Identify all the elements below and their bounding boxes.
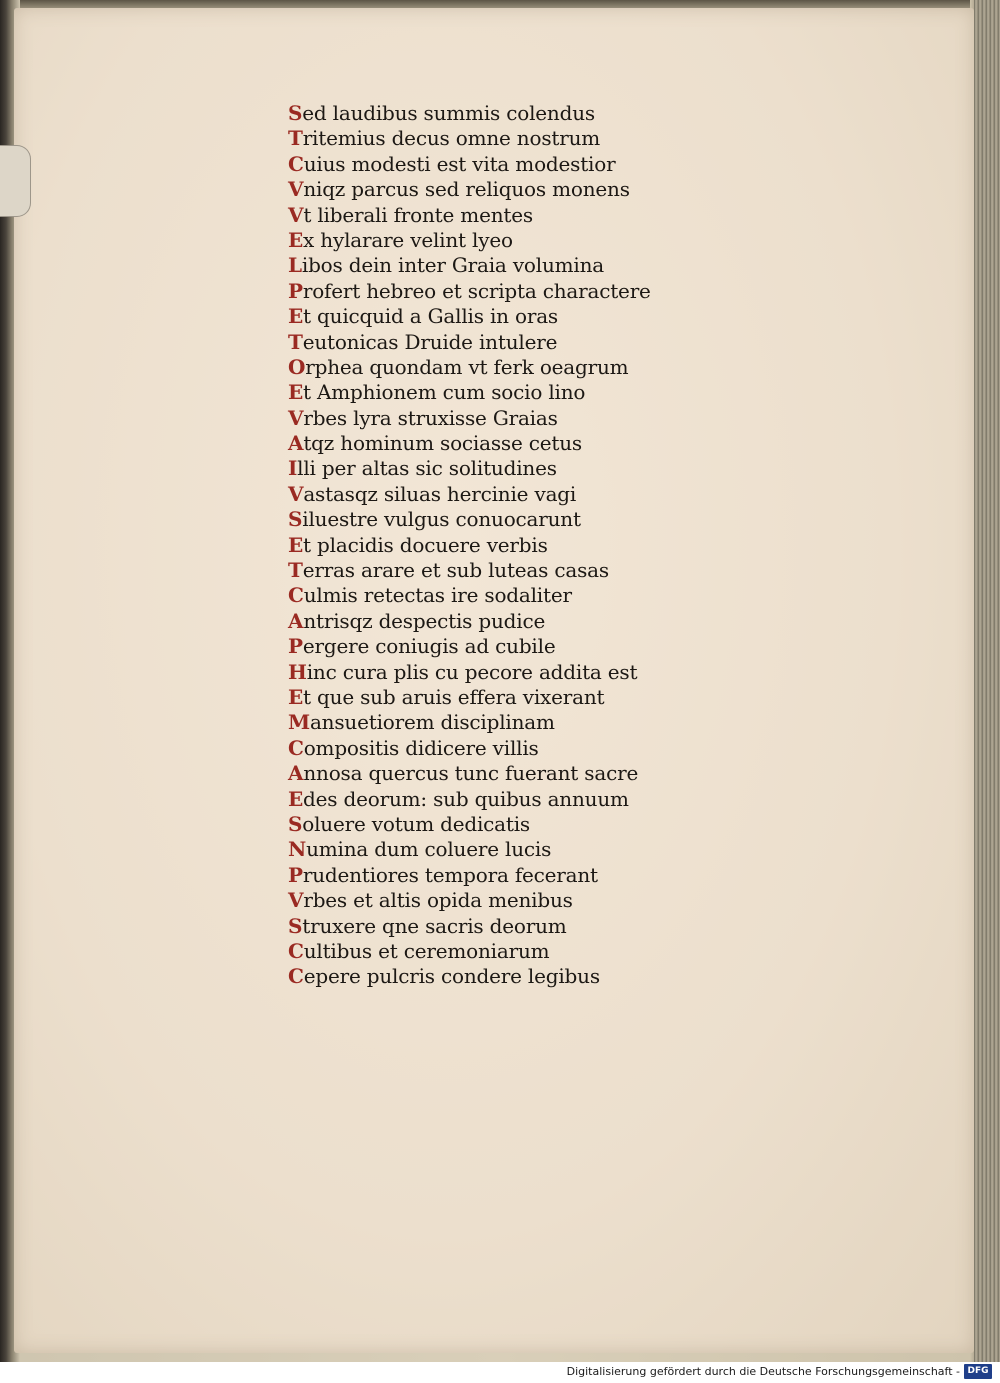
- verse-line-text: ompositis didicere villis: [303, 735, 539, 760]
- rubricated-initial: C: [288, 964, 304, 989]
- verse-line-text: niqz parcus sed reliquos monens: [303, 177, 630, 202]
- verse-line-text: oluere votum dedicatis: [302, 811, 530, 836]
- rubricated-initial: V: [288, 405, 304, 430]
- verse-line-text: ergere coniugis ad cubile: [302, 634, 556, 659]
- page-stack-edge: [974, 0, 1000, 1362]
- verse-line-text: ritemius decus omne nostrum: [302, 126, 601, 151]
- rubricated-initial: E: [288, 532, 304, 557]
- verse-line: [288, 304, 668, 329]
- clasp-tab: [0, 145, 31, 217]
- rubricated-initial: P: [288, 278, 303, 303]
- verse-line: [288, 253, 668, 278]
- verse-line: [288, 634, 668, 659]
- verse-line: [288, 761, 668, 786]
- rubricated-initial: C: [288, 583, 304, 608]
- rubricated-initial: C: [288, 938, 304, 963]
- rubricated-initial: V: [288, 888, 304, 913]
- footer-credit: Digitalisierung gefördert durch die Deutsche Forschungsgemeinschaft -: [566, 1365, 960, 1378]
- verse-line-text: t placidis docuere verbis: [303, 532, 548, 557]
- verse-line-text: t que sub aruis effera vixerant: [303, 684, 605, 709]
- verse-line-text: t Amphionem cum socio lino: [303, 380, 586, 405]
- verse-line-text: erras arare et sub luteas casas: [302, 558, 609, 583]
- rubricated-initial: M: [288, 710, 310, 735]
- rubricated-initial: T: [288, 126, 303, 151]
- verse-line-text: nnosa quercus tunc fuerant sacre: [303, 761, 639, 786]
- verse-line: [288, 914, 668, 939]
- verse-line-text: truxere qne sacris deorum: [302, 913, 567, 938]
- rubricated-initial: E: [288, 380, 304, 405]
- verse-line-text: rbes lyra struxisse Graias: [303, 405, 558, 430]
- rubricated-initial: T: [288, 329, 303, 354]
- verse-line-text: astasqz siluas hercinie vagi: [303, 481, 577, 506]
- verse-line-text: ansuetiorem disciplinam: [309, 710, 555, 735]
- verse-line-text: rbes et altis opida menibus: [303, 888, 573, 913]
- verse-line: [288, 380, 668, 405]
- rubricated-initial: E: [288, 786, 304, 811]
- verse-line-text: ed laudibus summis colendus: [302, 101, 595, 125]
- verse-line-text: uius modesti est vita modestior: [303, 151, 616, 176]
- verse-line: [288, 507, 668, 532]
- dfg-logo-icon: DFG: [964, 1364, 992, 1379]
- verse-line: [288, 558, 668, 583]
- rubricated-initial: E: [288, 227, 304, 252]
- verse-line: [288, 939, 668, 964]
- rubricated-initial: P: [288, 862, 303, 887]
- verse-line: [288, 660, 668, 685]
- rubricated-initial: V: [288, 202, 304, 227]
- verse-line-text: rofert hebreo et scripta charactere: [302, 278, 651, 303]
- verse-line: [288, 126, 668, 151]
- rubricated-initial: V: [288, 481, 304, 506]
- rubricated-initial: V: [288, 177, 304, 202]
- rubricated-initial: S: [288, 913, 303, 938]
- verse-line: [288, 888, 668, 913]
- verse-line: [288, 736, 668, 761]
- verse-line-text: eutonicas Druide intulere: [302, 329, 558, 354]
- verse-line-text: inc cura plis cu pecore addita est: [306, 659, 638, 684]
- verse-line-text: rudentiores tempora fecerant: [302, 862, 598, 887]
- rubricated-initial: S: [288, 507, 303, 532]
- verse-line: [288, 152, 668, 177]
- verse-line-text: des deorum: sub quibus annuum: [303, 786, 629, 811]
- footer-bar: [0, 1362, 1000, 1383]
- verse-line: [288, 101, 668, 126]
- rubricated-initial: I: [288, 456, 298, 481]
- rubricated-initial: E: [288, 304, 304, 329]
- verse-line: [288, 812, 668, 837]
- verse-line: [288, 330, 668, 355]
- rubricated-initial: P: [288, 634, 303, 659]
- verse-line-text: ibos dein inter Graia volumina: [301, 253, 605, 278]
- verse-line: [288, 964, 668, 989]
- verse-line: [288, 279, 668, 304]
- verse-line: [288, 482, 668, 507]
- verse-line: [288, 406, 668, 431]
- rubricated-initial: A: [288, 761, 304, 786]
- verse-line: [288, 583, 668, 608]
- verse-line-text: rphea quondam vt ferk oeagrum: [305, 354, 629, 379]
- rubricated-initial: C: [288, 151, 304, 176]
- verse-line: [288, 685, 668, 710]
- verse-line-text: lli per altas sic solitudines: [297, 456, 557, 481]
- verse-line-text: tqz hominum sociasse cetus: [303, 431, 582, 456]
- verse-line-text: t liberali fronte mentes: [303, 202, 533, 227]
- verse-line-text: epere pulcris condere legibus: [303, 964, 600, 989]
- rubricated-initial: O: [288, 354, 306, 379]
- rubricated-initial: N: [288, 837, 307, 862]
- rubricated-initial: A: [288, 608, 304, 633]
- rubricated-initial: L: [288, 253, 302, 278]
- verse-line: [288, 837, 668, 862]
- verse-line: [288, 203, 668, 228]
- verse-line-text: x hylarare velint lyeo: [303, 227, 513, 252]
- rubricated-initial: C: [288, 735, 304, 760]
- verse-line: [288, 228, 668, 253]
- verse-line: [288, 710, 668, 735]
- verse-line: [288, 177, 668, 202]
- verse-line: [288, 609, 668, 634]
- rubricated-initial: S: [288, 811, 303, 836]
- verse-line-text: ulmis retectas ire sodaliter: [303, 583, 572, 608]
- verse-line: [288, 431, 668, 456]
- verse-line: [288, 355, 668, 380]
- rubricated-initial: H: [288, 659, 307, 684]
- verse-line-text: iluestre vulgus conuocarunt: [302, 507, 581, 532]
- rubricated-initial: A: [288, 431, 304, 456]
- rubricated-initial: T: [288, 558, 303, 583]
- verse-line: [288, 456, 668, 481]
- rubricated-initial: E: [288, 684, 304, 709]
- verse-line-text: ultibus et ceremoniarum: [303, 938, 550, 963]
- verse-line: [288, 787, 668, 812]
- verse-line-text: ntrisqz despectis pudice: [303, 608, 546, 633]
- verse-line: [288, 533, 668, 558]
- verse-line-text: umina dum coluere lucis: [306, 837, 552, 862]
- verse-text-block: [288, 101, 668, 990]
- verse-line: [288, 863, 668, 888]
- verse-line-text: t quicquid a Gallis in oras: [303, 304, 558, 329]
- rubricated-initial: S: [288, 101, 303, 125]
